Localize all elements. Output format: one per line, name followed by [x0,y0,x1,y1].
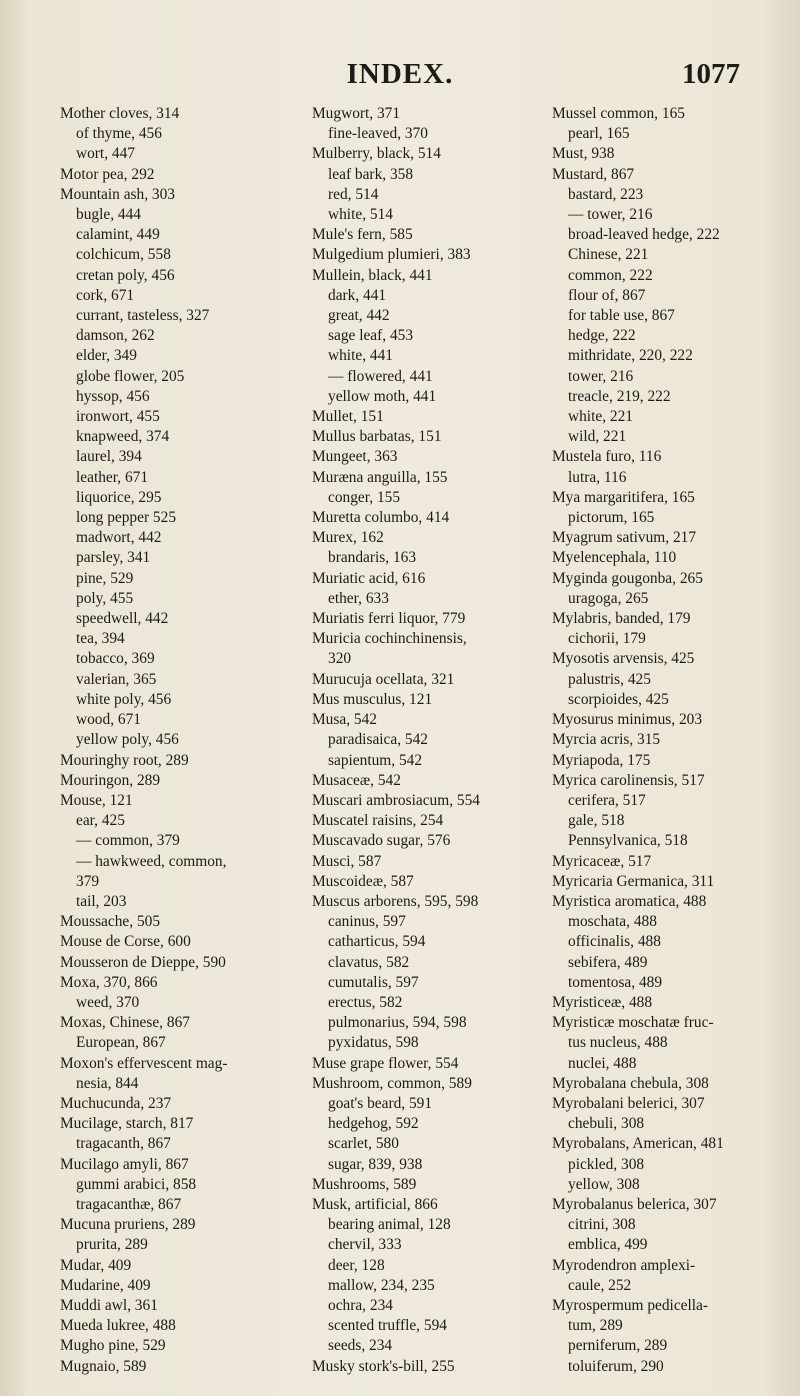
index-entry: Mucilago amyli, 867 [60,1155,189,1173]
index-subentry: common, 222 [568,266,653,284]
index-subentry: emblica, 499 [568,1236,648,1254]
index-subentry: catharticus, 594 [328,933,426,951]
index-entry: Mouse de Corse, 600 [60,933,191,951]
index-entry: Moxas, Chinese, 867 [60,1014,190,1032]
index-subentry: pine, 529 [76,569,134,587]
index-subentry: chebuli, 308 [568,1115,645,1133]
index-entry: Muræna anguilla, 155 [312,468,448,486]
index-subentry: tum, 289 [568,1317,623,1335]
index-entry: Myosurus minimus, 203 [552,711,703,729]
index-entry: Myriapoda, 175 [552,751,651,769]
index-subentry: perniferum, 289 [568,1337,668,1355]
index-subentry: flour of, 867 [568,286,646,304]
index-entry: Muscoideæ, 587 [312,872,414,890]
index-subentry: knapweed, 374 [76,428,170,446]
index-subentry: for table use, 867 [568,307,675,325]
index-subentry: prurita, 289 [76,1236,148,1254]
index-subentry: pyxidatus, 598 [328,1034,419,1052]
index-entry: Mouse, 121 [60,791,133,809]
index-entry: Musaceæ, 542 [312,771,401,789]
index-entry: Myrobalans, American, 481 [552,1135,724,1153]
page-number: 1077 [682,58,740,90]
index-entry: Mucilage, starch, 817 [60,1115,194,1133]
index-subentry: currant, tasteless, 327 [76,307,210,325]
index-entry: Mus musculus, 121 [312,690,433,708]
index-subentry: damson, 262 [76,327,155,345]
index-subentry: weed, 370 [76,993,140,1011]
index-entry: Myricaria Germanica, 311 [552,872,715,890]
index-subentry: deer, 128 [328,1256,385,1274]
index-subentry: scorpioides, 425 [568,690,669,708]
index-subentry: poly, 455 [76,589,134,607]
index-subentry: moschata, 488 [568,913,657,931]
index-subentry: nuclei, 488 [568,1054,637,1072]
index-subentry: Chinese, 221 [568,246,649,264]
index-subentry: sebifera, 489 [568,953,648,971]
index-subentry: broad-leaved hedge, 222 [568,226,720,244]
index-subentry: toluiferum, 290 [568,1357,664,1375]
index-entry: Mudar, 409 [60,1256,132,1274]
index-subentry: pearl, 165 [568,125,630,143]
index-entry: Mylabris, banded, 179 [552,610,691,628]
index-entry: Mule's fern, 585 [312,226,413,244]
index-entry: Musci, 587 [312,852,382,870]
index-entry: Moxon's effervescent mag- [60,1054,228,1072]
index-entry: Muscari ambrosiacum, 554 [312,791,480,809]
index-entry: Mulberry, black, 514 [312,145,441,163]
index-subentry: cork, 671 [76,286,135,304]
index-subentry: wood, 671 [76,711,141,729]
index-entry: Mucuna pruriens, 289 [60,1216,196,1234]
index-subentry: gummi arabici, 858 [76,1175,197,1193]
index-entry: Myrobalana chebula, 308 [552,1074,709,1092]
index-subentry: goat's beard, 591 [328,1094,433,1112]
index-subentry: tower, 216 [568,367,634,385]
index-subentry: sapientum, 542 [328,751,423,769]
index-subentry: liquorice, 295 [76,488,162,506]
index-subentry: tobacco, 369 [76,650,155,668]
index-subentry: yellow, 308 [568,1175,640,1193]
index-subentry: nesia, 844 [76,1074,139,1092]
index-entry: Myrospermum pedicella- [552,1296,708,1314]
index-subentry: tomentosa, 489 [568,973,663,991]
index-entry: Muchucunda, 237 [60,1094,172,1112]
index-subentry: ochra, 234 [328,1296,393,1314]
page-title: INDEX. [346,58,454,90]
index-subentry: uragoga, 265 [568,589,649,607]
index-entry: Moussache, 505 [60,913,161,931]
index-entry: Myosotis arvensis, 425 [552,650,695,668]
index-subentry: — flowered, 441 [328,367,433,385]
index-subentry: — common, 379 [76,832,180,850]
index-subentry: caninus, 597 [328,913,406,931]
index-subentry: clavatus, 582 [328,953,410,971]
index-subentry: cichorii, 179 [568,630,646,648]
index-subentry: officinalis, 488 [568,933,661,951]
index-entry: Muscavado sugar, 576 [312,832,451,850]
index-column-2 [312,104,562,1377]
index-entry: Mulgedium plumieri, 383 [312,246,471,264]
index-subentry: 379 [76,872,100,890]
index-entry: Myginda gougonba, 265 [552,569,703,587]
index-subentry: white, 514 [328,206,393,224]
index-subentry: calamint, 449 [76,226,160,244]
index-entry: Myagrum sativum, 217 [552,529,697,547]
index-subentry: sage leaf, 453 [328,327,414,345]
index-subentry: — hawkweed, common, [76,852,227,870]
index-entry: Muretta columbo, 414 [312,509,450,527]
index-subentry: ether, 633 [328,589,389,607]
index-subentry: wort, 447 [76,145,135,163]
index-entry: Muriatis ferri liquor, 779 [312,610,466,628]
index-subentry: yellow poly, 456 [76,731,179,749]
index-entry: Mouringon, 289 [60,771,161,789]
index-entry: Musa, 542 [312,711,377,729]
index-entry: Musky stork's-bill, 255 [312,1357,455,1375]
index-subentry: wild, 221 [568,428,627,446]
index-entry: Myrobalanus belerica, 307 [552,1195,717,1213]
index-entry: Myrica carolinensis, 517 [552,771,705,789]
index-entry: Myelencephala, 110 [552,549,677,567]
index-subentry: cretan poly, 456 [76,266,175,284]
index-subentry: tus nucleus, 488 [568,1034,668,1052]
index-entry: Muse grape flower, 554 [312,1054,459,1072]
index-entry: Must, 938 [552,145,615,163]
index-subentry: long pepper 525 [76,509,177,527]
index-subentry: dark, 441 [328,286,387,304]
index-subentry: gale, 518 [568,812,625,830]
index-entry: Myricaceæ, 517 [552,852,652,870]
index-subentry: leaf bark, 358 [328,165,414,183]
index-subentry: scented truffle, 594 [328,1317,447,1335]
index-subentry: white, 441 [328,347,393,365]
index-subentry: citrini, 308 [568,1216,636,1234]
index-entry: Mullus barbatas, 151 [312,428,442,446]
index-entry: Mullein, black, 441 [312,266,433,284]
index-subentry: valerian, 365 [76,670,157,688]
index-subentry: cumutalis, 597 [328,973,419,991]
index-subentry: of thyme, 456 [76,125,162,143]
index-subentry: hyssop, 456 [76,387,150,405]
index-column-1 [60,104,310,1377]
index-subentry: Pennsylvanica, 518 [568,832,688,850]
index-entry: Mussel common, 165 [552,105,685,122]
index-subentry: parsley, 341 [76,549,151,567]
index-subentry: fine-leaved, 370 [328,125,428,143]
index-entry: Mousseron de Dieppe, 590 [60,953,226,971]
index-subentry: seeds, 234 [328,1337,393,1355]
index-subentry: mallow, 234, 235 [328,1276,435,1294]
page-header [0,58,800,98]
index-entry: Murex, 162 [312,529,384,547]
index-subentry: pulmonarius, 594, 598 [328,1014,467,1032]
index-subentry: madwort, 442 [76,529,162,547]
index-subentry: tail, 203 [76,892,127,910]
index-subentry: white, 221 [568,408,633,426]
index-subentry: European, 867 [76,1034,166,1052]
index-subentry: ironwort, 455 [76,408,160,426]
index-entry: Myristica aromatica, 488 [552,892,707,910]
index-subentry: bearing animal, 128 [328,1216,451,1234]
index-entry: Mullet, 151 [312,408,384,426]
index-subentry: chervil, 333 [328,1236,402,1254]
index-subentry: tragacanthæ, 867 [76,1195,182,1213]
index-subentry: speedwell, 442 [76,610,169,628]
index-subentry: tea, 394 [76,630,125,648]
index-entry: Muddi awl, 361 [60,1296,158,1314]
index-subentry: conger, 155 [328,488,401,506]
index-entry: Myrobalani belerici, 307 [552,1094,705,1112]
index-entry: Murucuja ocellata, 321 [312,670,455,688]
index-entry: Myrodendron amplexi- [552,1256,696,1274]
index-entry: Mugnaio, 589 [60,1357,147,1375]
index-subentry: hedgehog, 592 [328,1115,419,1133]
index-subentry: red, 514 [328,185,379,203]
index-entry: Myristicæ moschatæ fruc- [552,1014,714,1032]
index-subentry: yellow moth, 441 [328,387,437,405]
index-entry: Moxa, 370, 866 [60,973,158,991]
index-subentry: brandaris, 163 [328,549,417,567]
index-subentry: globe flower, 205 [76,367,185,385]
index-entry: Musk, artificial, 866 [312,1195,438,1213]
index-entry: Mugwort, 371 [312,105,401,122]
index-subentry: tragacanth, 867 [76,1135,171,1153]
index-entry: Myrcia acris, 315 [552,731,661,749]
index-column-3 [552,104,787,1377]
index-subentry: treacle, 219, 222 [568,387,671,405]
index-subentry: colchicum, 558 [76,246,171,264]
index-subentry: — tower, 216 [568,206,653,224]
index-subentry: white poly, 456 [76,690,172,708]
index-subentry: leather, 671 [76,468,149,486]
index-subentry: paradisaica, 542 [328,731,428,749]
index-subentry: ear, 425 [76,812,125,830]
index-subentry: erectus, 582 [328,993,403,1011]
index-subentry: lutra, 116 [568,468,627,486]
index-subentry: pickled, 308 [568,1155,645,1173]
index-entry: Muscus arborens, 595, 598 [312,892,479,910]
index-entry: Mugho pine, 529 [60,1337,166,1355]
index-entry: Muricia cochinchinensis, [312,630,467,648]
index-entry: Myristiceæ, 488 [552,993,653,1011]
index-entry: Mother cloves, 314 [60,105,180,122]
index-entry: Mouringhy root, 289 [60,751,189,769]
index-entry: Mustard, 867 [552,165,635,183]
index-subentry: hedge, 222 [568,327,636,345]
index-subentry: bugle, 444 [76,206,141,224]
index-subentry: cerifera, 517 [568,791,646,809]
index-entry: Mountain ash, 303 [60,185,175,203]
index-entry: Mueda lukree, 488 [60,1317,176,1335]
index-entry: Mushrooms, 589 [312,1175,417,1193]
index-subentry: sugar, 839, 938 [328,1155,423,1173]
index-entry: Mudarine, 409 [60,1276,151,1294]
index-entry: Mungeet, 363 [312,448,398,466]
index-subentry: scarlet, 580 [328,1135,399,1153]
index-entry: Mushroom, common, 589 [312,1074,472,1092]
index-subentry: 320 [328,650,352,668]
index-subentry: mithridate, 220, 222 [568,347,693,365]
index-subentry: caule, 252 [568,1276,632,1294]
index-subentry: bastard, 223 [568,185,644,203]
index-entry: Motor pea, 292 [60,165,155,183]
index-entry: Mya margaritifera, 165 [552,488,695,506]
index-subentry: elder, 349 [76,347,137,365]
index-subentry: palustris, 425 [568,670,651,688]
index-entry: Mustela furo, 116 [552,448,662,466]
index-entry: Muscatel raisins, 254 [312,812,444,830]
index-subentry: laurel, 394 [76,448,142,466]
index-subentry: great, 442 [328,307,390,325]
index-entry: Muriatic acid, 616 [312,569,426,587]
index-subentry: pictorum, 165 [568,509,655,527]
